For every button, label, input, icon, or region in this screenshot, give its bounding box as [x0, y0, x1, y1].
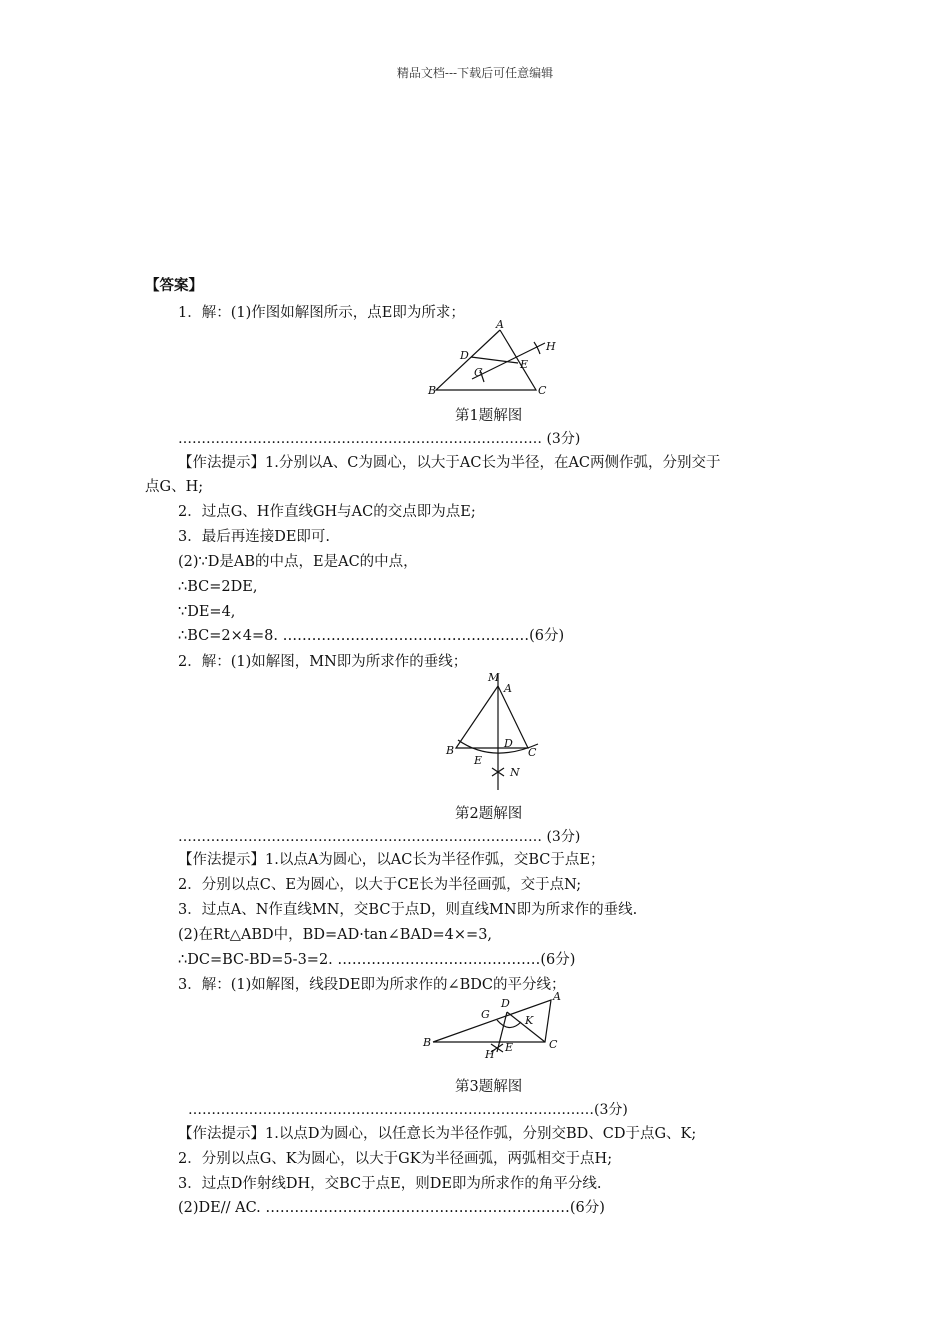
fig2-label-n: N [510, 766, 520, 779]
fig3-label-h: H [485, 1048, 495, 1060]
q1-part2-c: ∵DE=4, [178, 604, 236, 620]
fig3-label-d: D [501, 997, 510, 1010]
triangle-abc [456, 686, 528, 748]
fig3-label-b: B [423, 1036, 432, 1049]
q1-part2-a: (2)∵D是AB的中点，E是AC的中点， [178, 554, 418, 570]
fig1-label-e: E [520, 358, 529, 371]
line-gh [472, 343, 545, 379]
q1-tip3: 3．最后再连接DE即可. [178, 529, 331, 545]
triangle-abc [433, 1000, 551, 1042]
fig1-label-b: B [428, 384, 437, 397]
q1-tip2: 2．过点G、H作直线GH与AC的交点即为点E; [178, 504, 476, 520]
page-header: 精品文档---下载后可任意编辑 [396, 66, 554, 80]
q3-tip1: 【作法提示】1.以点D为圆心，以任意长为半径作弧，分别交BD、CD于点G、K; [178, 1126, 697, 1142]
fig2-label-c: C [528, 746, 537, 759]
q2-part2-b: ∴DC=BC-BD=5-3=2. ……………………………………(6分) [178, 952, 576, 968]
q2-tip2: 2．分别以点C、E为圆心，以大于CE长为半径画弧，交于点N; [178, 877, 582, 893]
fig1-label-h: H [546, 340, 556, 353]
fig1-label-a: A [496, 318, 504, 331]
fig1-label-c: C [538, 384, 547, 397]
fig2-label-b: B [446, 744, 455, 757]
fig2-label-d: D [504, 737, 513, 750]
fig3-caption: 第3题解图 [455, 1079, 523, 1095]
dots-line-1: …………………………………………………………………… (3分) [178, 431, 581, 447]
dots-line-3: ……………………………………………………………………………(3分) [188, 1102, 628, 1118]
arc-gk [497, 1020, 521, 1028]
q2-intro: 2．解：(1)如解图，MN即为所求作的垂线； [178, 654, 468, 670]
fig2-label-a: A [504, 682, 512, 695]
fig2-label-e: E [474, 754, 483, 767]
figure-2-diagram [440, 668, 550, 796]
figure-1-diagram [420, 318, 560, 402]
fig1-label-d: D [460, 349, 469, 362]
fig3-label-c: C [549, 1038, 558, 1051]
fig3-label-g: G [481, 1008, 490, 1021]
q1-tip1a: 【作法提示】1.分别以A、C为圆心，以大于AC长为半径，在AC两侧作弧，分别交于 [178, 455, 721, 471]
fig3-label-e: E [505, 1041, 514, 1054]
q2-tip3: 3．过点A、N作直线MN，交BC于点D，则直线MN即为所求作的垂线. [178, 902, 638, 918]
fig3-label-a: A [553, 990, 561, 1003]
q3-part2: (2)DE// AC. ………………………………………………………(6分) [178, 1200, 605, 1216]
fig1-caption: 第1题解图 [455, 408, 523, 424]
figure-3-diagram [415, 990, 570, 1060]
dots-line-2: …………………………………………………………………… (3分) [178, 829, 581, 845]
fig2-caption: 第2题解图 [455, 806, 523, 822]
q1-part2-d: ∴BC=2×4=8. ……………………………………………(6分) [178, 628, 565, 644]
fig2-label-m: M [488, 671, 500, 684]
q2-part2-a: (2)在Rt△ABD中，BD=AD·tan∠BAD=4×=3, [178, 927, 493, 943]
q3-intro: 3．解：(1)如解图，线段DE即为所求作的∠BDC的平分线； [178, 977, 566, 993]
q3-tip2: 2．分别以点G、K为圆心，以大于GK为半径画弧，两弧相交于点H; [178, 1151, 613, 1167]
answer-title: 【答案】 [145, 277, 203, 294]
q1-part2-b: ∴BC=2DE, [178, 579, 258, 595]
q1-tip1b: 点G、H; [145, 479, 204, 495]
q3-tip3: 3．过点D作射线DH，交BC于点E，则DE即为所求作的角平分线. [178, 1176, 602, 1192]
q2-tip1: 【作法提示】1.以点A为圆心，以AC长为半径作弧，交BC于点E； [178, 852, 605, 868]
fig1-label-g: G [474, 366, 483, 379]
fig3-label-k: K [525, 1014, 534, 1027]
q1-intro: 1．解：(1)作图如解图所示，点E即为所求； [178, 305, 465, 321]
